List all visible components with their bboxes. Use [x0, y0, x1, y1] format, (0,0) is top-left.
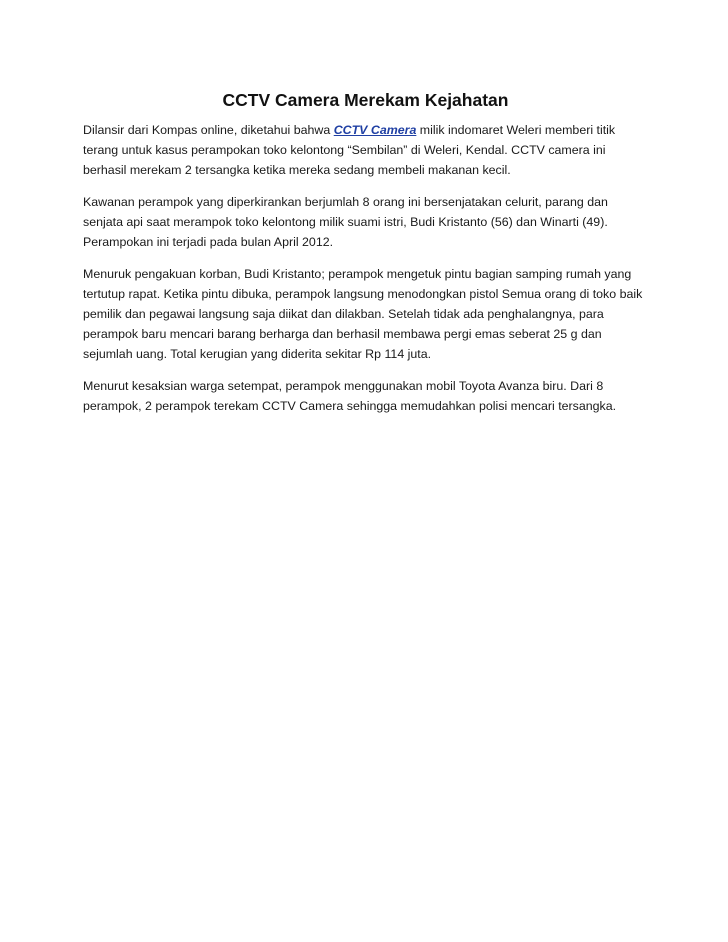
paragraph-intro-text-after: milik indomaret Weleri memberi titik terang untuk kasus perampokan toko kelontong “Sembilan” di Weleri, Kendal. CCTV camera ini berhasil merekam 2 tersangka ketika mereka sedang membeli makanan kecil. [83, 123, 616, 177]
document-title: CCTV Camera Merekam Kejahatan [222, 90, 509, 110]
document-body [83, 88, 648, 428]
paragraph-victim-account: Menuruk pengakuan korban, Budi Kristanto; perampok mengetuk pintu bagian samping rumah yang tertutup rapat. Ketika pintu dibuka, perampok langsung menodongkan pistol Semua orang di toko baik pemilik dan pegawai langsung saja diikat dan dilakban. Setelah tidak ada penghalangnya, para perampok baru mencari barang berharga dan berhasil membawa pergi emas seberat 25 g dan sejumlah uang. Total kerugian yang diderita sekitar Rp 114 juta. [83, 267, 643, 361]
paragraph-intro [83, 120, 648, 180]
paragraph-witness: Menurut kesaksian warga setempat, perampok menggunakan mobil Toyota Avanza biru. Dari 8 perampok, 2 perampok terekam CCTV Camera sehingga memudahkan polisi mencari tersangka. [83, 379, 617, 413]
paragraph-intro-text-before: Dilansir dari Kompas online, diketahui bahwa [83, 123, 334, 137]
cctv-camera-link[interactable]: CCTV Camera [333, 123, 417, 137]
paragraph-robbers: Kawanan perampok yang diperkirankan berjumlah 8 orang ini bersenjatakan celurit, parang dan senjata api saat merampok toko kelontong milik suami istri, Budi Kristanto (56) dan Winarti (49). Perampokan ini terjadi pada bulan April 2012. [83, 195, 608, 249]
